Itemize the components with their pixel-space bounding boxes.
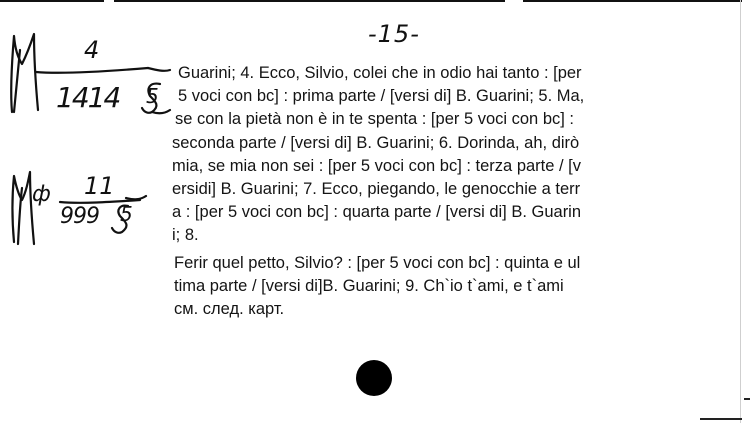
card-line: tima parte / [versi di]B. Guarini; 9. Ch`io t`ami, e t`ami	[174, 276, 564, 295]
shelfmark-annotations	[0, 0, 175, 260]
card-line: Guarini; 4. Ecco, Silvio, colei che in odio hai tanto : [per	[178, 64, 582, 82]
card-continuation-note: см. след. карт.	[174, 300, 285, 319]
shelfmark-2-suffix: 5	[120, 202, 133, 226]
card-line: i; 8.	[172, 226, 199, 245]
shelfmark-1-numerator: 4	[84, 36, 100, 64]
page-number: -15-	[368, 20, 420, 48]
card-line: seconda parte / [versi di] B. Guarini; 6. Dorinda, ah, dirò	[172, 133, 580, 152]
scan-edge-mark	[700, 418, 742, 420]
card-line: a : [per 5 voci con bc] : quarta parte / [versi di] B. Guarin	[172, 203, 582, 222]
shelfmark-1-suffix: 5	[146, 84, 159, 108]
punch-hole	[356, 360, 392, 396]
card-line: 5 voci con bc] : prima parte / [versi di] B. Guarini; 5. Ma,	[178, 87, 585, 106]
card-line: mia, se mia non sei : [per 5 voci con bc] : terza parte / [v	[172, 156, 582, 175]
card-line: ersidi] B. Guarini; 7. Ecco, piegando, le genocchie a terr	[172, 180, 581, 199]
shelfmark-2-denominator: 999	[60, 204, 99, 229]
shelfmark-1-denominator: 1414	[56, 81, 120, 114]
card-line: se con la pietà non è in te spenta : [per 5 voci con bc] :	[175, 110, 574, 129]
scan-edge-mark	[744, 398, 750, 400]
catalog-card-text	[160, 62, 708, 321]
shelfmark-2-prefix: ф	[32, 182, 51, 207]
shelfmark-2-numerator: 11	[84, 172, 115, 200]
card-right-edge	[740, 0, 741, 423]
card-line: Ferir quel petto, Silvio? : [per 5 voci con bc] : quinta e ul	[174, 253, 581, 272]
